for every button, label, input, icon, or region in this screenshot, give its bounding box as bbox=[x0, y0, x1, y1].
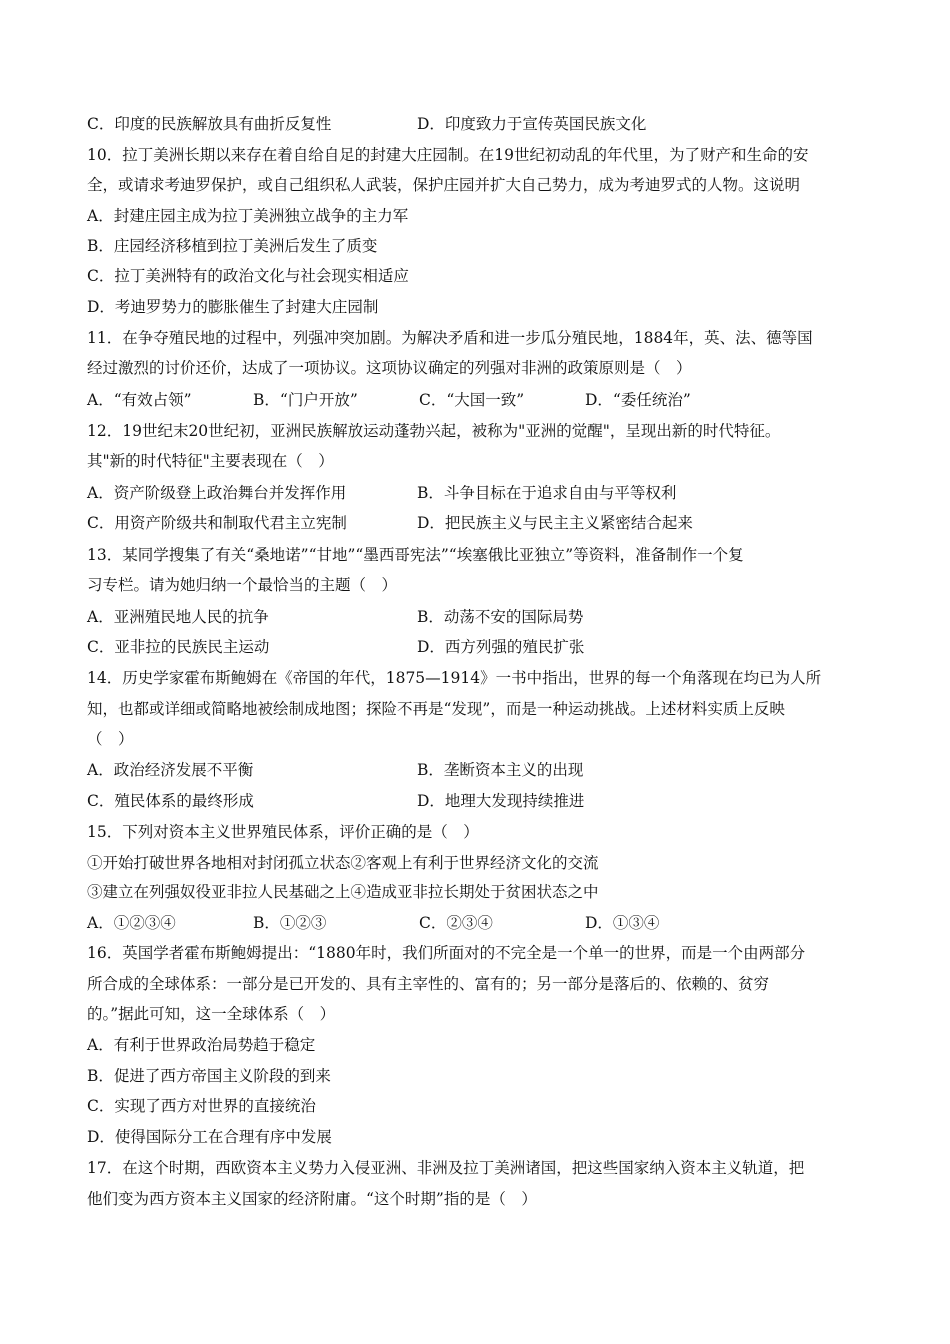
option-c: C．殖民体系的最终形成 bbox=[87, 792, 254, 810]
question-13-options-row bbox=[87, 607, 584, 627]
question-10-option: A．封建庄园主成为拉丁美洲独立战争的主力军 bbox=[87, 207, 409, 225]
option-c: C．②③④ bbox=[419, 914, 493, 932]
question-15-options bbox=[87, 913, 659, 933]
option-c: C．用资产阶级共和制取代君主立宪制 bbox=[87, 514, 347, 532]
question-15-statement: ①开始打破世界各地相对封闭孤立状态②客观上有利于世界经济文化的交流 bbox=[87, 854, 599, 872]
option-d: D．西方列强的殖民扩张 bbox=[417, 638, 585, 656]
question-10-option: B．庄园经济移植到拉丁美洲后发生了质变 bbox=[87, 237, 378, 255]
question-12-stem-line: 12．19世纪末20世纪初，亚洲民族解放运动蓬勃兴起，被称为"亚洲的觉醒"，呈现出新的时代特征。 bbox=[87, 422, 781, 440]
option-b: B．①②③ bbox=[253, 914, 327, 932]
question-10-stem-line: 10．拉丁美洲长期以来存在着自给自足的封建大庄园制。在19世纪初动乱的年代里，为了财产和生命的安 bbox=[87, 146, 809, 164]
option-d: D．印度致力于宣传英国民族文化 bbox=[417, 115, 647, 133]
option-d: D．①③④ bbox=[585, 914, 660, 932]
question-16-stem-line: 的。”据此可知，这一全球体系（ ） bbox=[87, 1005, 336, 1023]
option-d: D．“委任统治” bbox=[585, 391, 691, 409]
option-b: B．动荡不安的国际局势 bbox=[417, 608, 584, 626]
option-c: C．“大国一致” bbox=[419, 391, 525, 409]
carry-over-options bbox=[87, 114, 647, 134]
option-a: A．亚洲殖民地人民的抗争 bbox=[87, 608, 269, 626]
option-a: A．政治经济发展不平衡 bbox=[87, 761, 254, 779]
option-c: C．亚非拉的民族民主运动 bbox=[87, 638, 270, 656]
option-d: D．把民族主义与民主主义紧密结合起来 bbox=[417, 514, 693, 532]
question-16-option: B．促进了西方帝国主义阶段的到来 bbox=[87, 1067, 331, 1085]
option-b: B．“门户开放” bbox=[253, 391, 358, 409]
question-16-stem-line: 所合成的全球体系：一部分是已开发的、具有主宰性的、富有的；另一部分是落后的、依赖的、贫穷 bbox=[87, 975, 770, 993]
question-17-stem-line: 17．在这个时期，西欧资本主义势力入侵亚洲、非洲及拉丁美洲诸国，把这些国家纳入资本主义轨道，把 bbox=[87, 1159, 805, 1177]
option-d: D．地理大发现持续推进 bbox=[417, 792, 585, 810]
question-16-option: C．实现了西方对世界的直接统治 bbox=[87, 1097, 316, 1115]
question-16-option: A．有利于世界政治局势趋于稳定 bbox=[87, 1036, 316, 1054]
option-b: B．垄断资本主义的出现 bbox=[417, 761, 584, 779]
question-13-options-row bbox=[87, 637, 585, 657]
question-10-option: D．考迪罗势力的膨胀催生了封建大庄园制 bbox=[87, 298, 379, 316]
question-11-options bbox=[87, 390, 691, 410]
question-15-stem-line: 15．下列对资本主义世界殖民体系，评价正确的是（ ） bbox=[87, 823, 479, 841]
question-16-option: D．使得国际分工在合理有序中发展 bbox=[87, 1128, 332, 1146]
option-c: C．印度的民族解放具有曲折反复性 bbox=[87, 115, 332, 133]
question-13-stem-line: 13．某同学搜集了有关“桑地诺”“甘地”“墨西哥宪法”“埃塞俄比亚独立”等资料，准备制作一个复 bbox=[87, 546, 744, 564]
option-a: A．资产阶级登上政治舞台并发挥作用 bbox=[87, 484, 347, 502]
question-12-options-row bbox=[87, 513, 693, 533]
question-14-stem-line: 知，也都或详细或简略地被绘制成地图；探险不再是“发现”，而是一种运动挑战。上述材料实质上反映 bbox=[87, 700, 785, 718]
question-14-stem-line: （ ） bbox=[87, 730, 134, 748]
question-12-stem-line: 其"新的时代特征"主要表现在（ ） bbox=[87, 452, 334, 470]
question-17-stem-line: 他们变为西方资本主义国家的经济附庸。“这个时期”指的是（ ） bbox=[87, 1190, 537, 1208]
option-b: B．斗争目标在于追求自由与平等权利 bbox=[417, 484, 677, 502]
question-14-options-row bbox=[87, 760, 584, 780]
question-15-statement: ③建立在列强奴役亚非拉人民基础之上④造成亚非拉长期处于贫困状态之中 bbox=[87, 883, 599, 901]
question-10-stem-line: 全，或请求考迪罗保护，或自己组织私人武装，保护庄园并扩大自己势力，成为考迪罗式的人物。这说明 bbox=[87, 176, 801, 194]
option-a: A．“有效占领” bbox=[87, 391, 192, 409]
question-12-options-row bbox=[87, 483, 677, 503]
question-14-options-row bbox=[87, 791, 585, 811]
question-16-stem-line: 16．英国学者霍布斯鲍姆提出：“1880年时，我们所面对的不完全是一个单一的世界，而是一个由两部分 bbox=[87, 944, 806, 962]
question-11-stem-line: 11．在争夺殖民地的过程中，列强冲突加剧。为解决矛盾和进一步瓜分殖民地，1884年，英、法、德等国 bbox=[87, 329, 813, 347]
question-14-stem-line: 14．历史学家霍布斯鲍姆在《帝国的年代，1875—1914》一书中指出，世界的每一个角落现在均已为人所 bbox=[87, 669, 822, 687]
question-11-stem-line: 经过激烈的讨价还价，达成了一项协议。这项协议确定的列强对非洲的政策原则是（ ） bbox=[87, 359, 692, 377]
question-10-option: C．拉丁美洲特有的政治文化与社会现实相适应 bbox=[87, 267, 409, 285]
option-a: A．①②③④ bbox=[87, 914, 176, 932]
question-13-stem-line: 习专栏。请为她归纳一个最恰当的主题（ ） bbox=[87, 576, 398, 594]
